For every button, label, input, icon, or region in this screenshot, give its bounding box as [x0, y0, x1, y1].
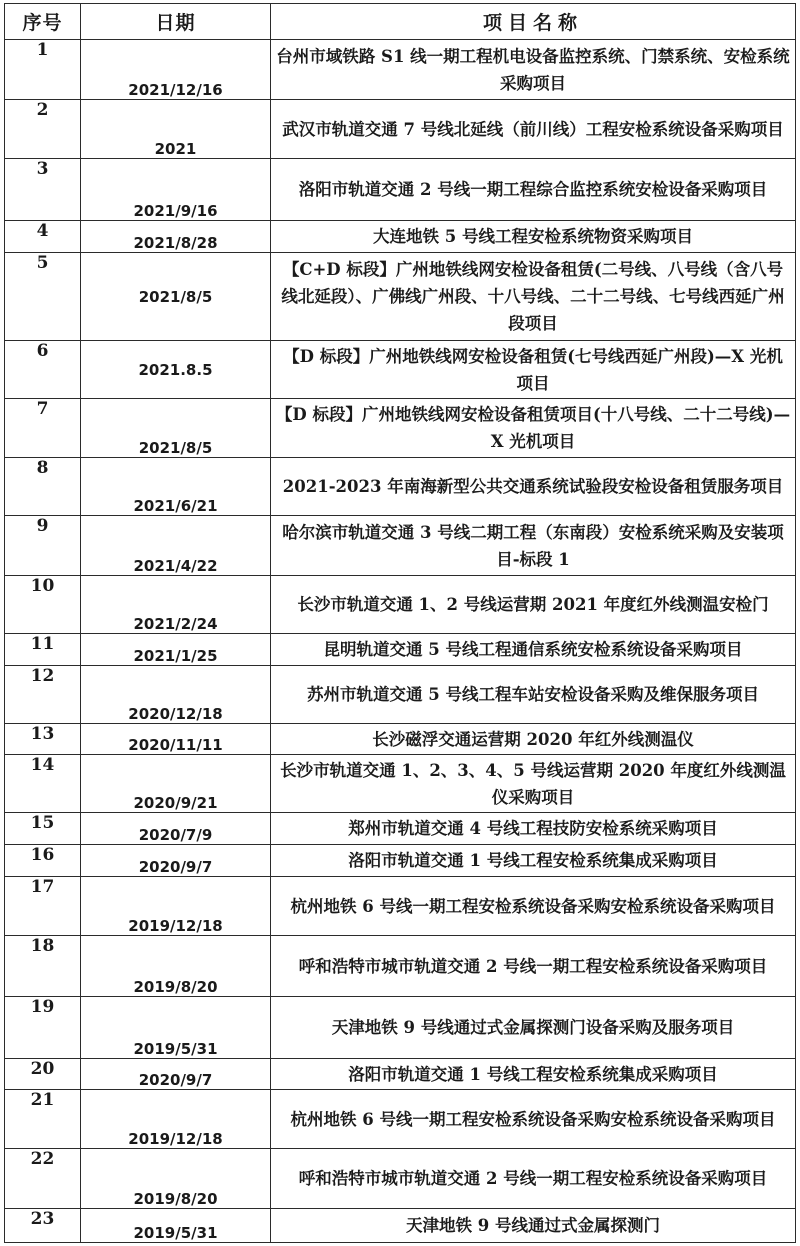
date-header: 日期: [81, 4, 271, 40]
date-cell: 2019/8/20: [81, 1149, 271, 1209]
project-name-cell: 【D 标段】广州地铁线网安检设备租赁(七号线西延广州段)—X 光机项目: [271, 341, 796, 399]
date-cell: 2021/1/25: [81, 634, 271, 666]
seq-cell: 3: [5, 159, 81, 221]
seq-cell: 23: [5, 1209, 81, 1243]
name-header: 项目名称: [271, 4, 796, 40]
project-name-cell: 呼和浩特市城市轨道交通 2 号线一期工程安检系统设备采购项目: [271, 936, 796, 997]
table-row: [5, 516, 796, 576]
project-name-cell: 洛阳市轨道交通 1 号线工程安检系统集成采购项目: [271, 1059, 796, 1090]
table-row: [5, 1059, 796, 1090]
table-row: [5, 341, 796, 399]
table-row: [5, 1090, 796, 1149]
project-name-cell: 苏州市轨道交通 5 号线工程车站安检设备采购及维保服务项目: [271, 666, 796, 724]
date-cell: 2021/6/21: [81, 458, 271, 516]
project-name-cell: 昆明轨道交通 5 号线工程通信系统安检系统设备采购项目: [271, 634, 796, 666]
project-name-cell: 哈尔滨市轨道交通 3 号线二期工程（东南段）安检系统采购及安装项目-标段 1: [271, 516, 796, 576]
project-name-cell: 长沙市轨道交通 1、2、3、4、5 号线运营期 2020 年度红外线测温仪采购项目: [271, 755, 796, 813]
project-name-cell: 大连地铁 5 号线工程安检系统物资采购项目: [271, 221, 796, 253]
table-row: [5, 1209, 796, 1243]
project-name-cell: 杭州地铁 6 号线一期工程安检系统设备采购安检系统设备采购项目: [271, 1090, 796, 1149]
table-row: [5, 755, 796, 813]
date-cell: 2020/12/18: [81, 666, 271, 724]
date-cell: 2021: [81, 100, 271, 159]
date-cell: 2021.8.5: [81, 341, 271, 399]
seq-cell: 14: [5, 755, 81, 813]
project-name-cell: 【C+D 标段】广州地铁线网安检设备租赁(二号线、八号线（含八号线北延段）、广佛线广州段、十八号线、二十二号线、七号线西延广州段项目: [271, 253, 796, 341]
project-table: [4, 3, 796, 1243]
seq-cell: 1: [5, 40, 81, 100]
project-name-cell: 郑州市轨道交通 4 号线工程技防安检系统采购项目: [271, 813, 796, 845]
table-row: [5, 253, 796, 341]
project-name-cell: 武汉市轨道交通 7 号线北延线（前川线）工程安检系统设备采购项目: [271, 100, 796, 159]
seq-cell: 10: [5, 576, 81, 634]
date-cell: 2019/12/18: [81, 1090, 271, 1149]
seq-cell: 7: [5, 399, 81, 458]
date-cell: 2020/11/11: [81, 724, 271, 755]
project-name-cell: 2021-2023 年南海新型公共交通系统试验段安检设备租赁服务项目: [271, 458, 796, 516]
date-cell: 2021/8/5: [81, 399, 271, 458]
date-cell: 2020/9/7: [81, 1059, 271, 1090]
table-row: [5, 877, 796, 936]
seq-cell: 11: [5, 634, 81, 666]
table-row: [5, 634, 796, 666]
table-row: [5, 666, 796, 724]
project-name-cell: 长沙市轨道交通 1、2 号线运营期 2021 年度红外线测温安检门: [271, 576, 796, 634]
seq-cell: 13: [5, 724, 81, 755]
date-cell: 2019/5/31: [81, 1209, 271, 1243]
date-cell: 2021/9/16: [81, 159, 271, 221]
project-name-cell: 长沙磁浮交通运营期 2020 年红外线测温仪: [271, 724, 796, 755]
seq-header: 序号: [5, 4, 81, 40]
project-name-cell: 洛阳市轨道交通 2 号线一期工程综合监控系统安检设备采购项目: [271, 159, 796, 221]
project-name-cell: 洛阳市轨道交通 1 号线工程安检系统集成采购项目: [271, 845, 796, 877]
seq-cell: 19: [5, 997, 81, 1059]
table-row: [5, 576, 796, 634]
date-cell: 2020/9/7: [81, 845, 271, 877]
project-name-cell: 呼和浩特市城市轨道交通 2 号线一期工程安检系统设备采购项目: [271, 1149, 796, 1209]
seq-cell: 4: [5, 221, 81, 253]
project-name-cell: 杭州地铁 6 号线一期工程安检系统设备采购安检系统设备采购项目: [271, 877, 796, 936]
table-row: [5, 221, 796, 253]
date-cell: 2019/12/18: [81, 877, 271, 936]
date-cell: 2021/8/28: [81, 221, 271, 253]
table-row: [5, 40, 796, 100]
date-cell: 2021/4/22: [81, 516, 271, 576]
project-name-cell: 天津地铁 9 号线通过式金属探测门设备采购及服务项目: [271, 997, 796, 1059]
date-cell: 2021/12/16: [81, 40, 271, 100]
seq-cell: 9: [5, 516, 81, 576]
project-name-cell: 【D 标段】广州地铁线网安检设备租赁项目(十八号线、二十二号线)—X 光机项目: [271, 399, 796, 458]
date-cell: 2021/2/24: [81, 576, 271, 634]
seq-cell: 2: [5, 100, 81, 159]
date-cell: 2019/8/20: [81, 936, 271, 997]
date-cell: 2020/9/21: [81, 755, 271, 813]
table-row: [5, 724, 796, 755]
date-cell: 2019/5/31: [81, 997, 271, 1059]
table-row: [5, 100, 796, 159]
table-row: [5, 845, 796, 877]
table-row: [5, 458, 796, 516]
seq-cell: 22: [5, 1149, 81, 1209]
date-cell: 2021/8/5: [81, 253, 271, 341]
seq-cell: 12: [5, 666, 81, 724]
seq-cell: 17: [5, 877, 81, 936]
seq-cell: 18: [5, 936, 81, 997]
project-name-cell: 天津地铁 9 号线通过式金属探测门: [271, 1209, 796, 1243]
date-cell: 2020/7/9: [81, 813, 271, 845]
table-row: [5, 813, 796, 845]
table-row: [5, 1149, 796, 1209]
table-row: [5, 159, 796, 221]
seq-cell: 21: [5, 1090, 81, 1149]
header-row: [5, 4, 796, 40]
seq-cell: 20: [5, 1059, 81, 1090]
seq-cell: 5: [5, 253, 81, 341]
table-row: [5, 936, 796, 997]
seq-cell: 6: [5, 341, 81, 399]
seq-cell: 16: [5, 845, 81, 877]
table-row: [5, 997, 796, 1059]
seq-cell: 15: [5, 813, 81, 845]
table-row: [5, 399, 796, 458]
document-page: [4, 3, 795, 1243]
seq-cell: 8: [5, 458, 81, 516]
project-name-cell: 台州市域铁路 S1 线一期工程机电设备监控系统、门禁系统、安检系统采购项目: [271, 40, 796, 100]
